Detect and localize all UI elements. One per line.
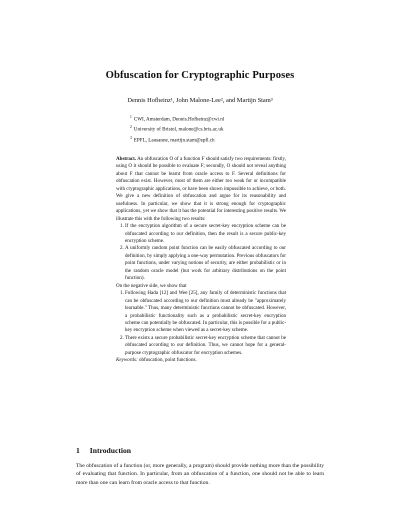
intro-paragraph: The obfuscation of a function (or, more generally, a program) should provide nothing more than the possibility of evaluating that function. In particular, from an obfuscation of a function, one should not be able to learn more than one can learn from oracle access to that function. [76, 463, 324, 486]
section-heading [76, 446, 141, 455]
affiliation-text: CWI, Amsterdam, Dennis.Hofheinz@cwi.nl [133, 116, 225, 123]
abstract-text: An obfuscation O of a function F should satisfy two requirements: firstly, using O it should be possible to evaluate F; secondly, O should not reveal anything about F that cannot be learnt from oracle access to F. Several definitions for obfuscation exist. However, most of them are either too weak for or incompatible with cryptographic applications, or have been shown impossible to achieve, or both. [116, 156, 286, 192]
affiliation-2 [130, 124, 300, 134]
affiliation-text: University of Bristol, malone@cs.bris.ac.uk [133, 126, 224, 133]
list-item: 1. If the encryption algorithm of a secure secret-key encryption scheme can be obfuscated according to our definition, then the result is a secure public-key encryption scheme. [125, 223, 286, 245]
negative-results-list [116, 290, 286, 357]
positive-results-list [116, 223, 286, 283]
abstract-paragraph: We give a new definition of obfuscation and argue for its reasonability and usefulness. In particular, we show that it is strong enough for cryptographic applications, yet we show that it has the potential for interesting positive results. We illustrate this with the following two results: [116, 193, 286, 222]
affiliation-mark: 2 [130, 125, 132, 130]
paper-title: Obfuscation for Cryptographic Purposes [105, 70, 295, 81]
keywords-line [116, 357, 286, 364]
author-list: Dennis Hofheinz¹, John Malone-Lee², and Martijn Stam³ [127, 97, 273, 104]
affiliation-text: EPFL, Lausanne, martijn.stam@epfl.ch [133, 137, 215, 144]
keywords-label: Keywords: [116, 357, 138, 364]
affiliation-mark: 1 [130, 115, 132, 119]
affiliation-list [130, 114, 300, 145]
abstract-label: Abstract. [116, 156, 137, 162]
list-item: 2. A uniformly random point function can be easily obfuscated according to our definition, by simply applying a one-way permutation. Previous obfuscators for point functions, under varying notions of security, are either probabilistic or in the random oracle model (but work for arbitrary distributions on the point function). [125, 245, 286, 282]
affiliation-mark: 3 [130, 135, 132, 140]
abstract-paragraph [116, 156, 286, 193]
abstract [116, 156, 286, 365]
keywords-text: obfuscation, point functions. [138, 357, 197, 364]
section-title: Introduction [89, 446, 132, 455]
affiliation-3 [130, 135, 300, 145]
abstract-paragraph: On the negative side, we show that [116, 282, 187, 289]
list-item: 2. There exists a secure probabilistic secret-key encryption scheme that cannot be obfuscated according to our definition. Thus, we cannot hope for a general-purpose cryptographic obfuscator for encryption schemes. [125, 335, 286, 357]
affiliation-1 [130, 114, 300, 124]
section-number: 1 [76, 446, 80, 455]
list-item: 1. Following Hada [12] and Wee [25], any family of deterministic functions that can be obfuscated according to our definition must already be "approximately learnable." Thus, many deterministic functions cannot be obfuscated. However, a probabilistic functionality such as a probabilistic secret-key encryption scheme can potentially be obfuscated. In particular, this is possible for a public-key encryption scheme when viewed as a secret-key scheme. [125, 290, 286, 335]
